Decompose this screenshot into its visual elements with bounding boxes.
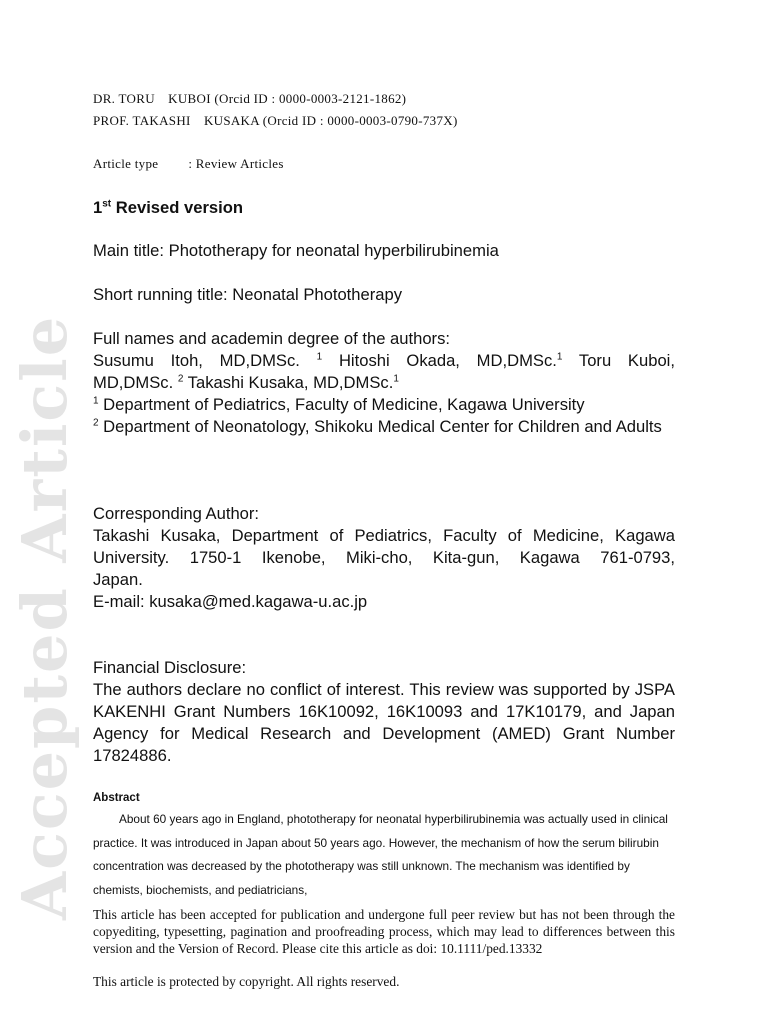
financial-disclosure-section bbox=[93, 657, 675, 767]
article-type-value: : Review Articles bbox=[188, 156, 284, 171]
author-orcid-line-kusaka: PROF. TAKASHI KUSAKA (Orcid ID : 0000-0003-0790-737X) bbox=[93, 113, 458, 128]
copyright-notice: This article is protected by copyright. All rights reserved. bbox=[93, 974, 400, 989]
authors-heading: Full names and academin degree of the authors: bbox=[93, 329, 450, 348]
corresponding-heading: Corresponding Author: bbox=[93, 504, 260, 523]
corresponding-line-3: Japan. bbox=[93, 570, 143, 589]
financial-text: The authors declare no conflict of interest. This review was supported by JSPA KAKENHI Grant Numbers 16K10092, 16K10093 and 17K10179, and Japan Agency for Medical Research and Development (AMED) Grant Number 17824886. bbox=[93, 680, 675, 765]
corresponding-line-2: University. 1750-1 Ikenobe, Miki-cho, Kita-gun, Kagawa 761-0793, bbox=[93, 548, 675, 567]
affiliation-1: $^1$ Department of Pediatrics, Faculty of Medicine, Kagawa University bbox=[93, 395, 585, 414]
abstract-heading: Abstract bbox=[93, 792, 140, 804]
authors-section bbox=[93, 328, 675, 438]
affiliation-2: $^2$ Department of Neonatology, Shikoku Medical Center for Children and Adults bbox=[93, 417, 662, 436]
corresponding-author-section bbox=[93, 503, 675, 613]
accepted-article-watermark: Accepted Article bbox=[8, 314, 81, 920]
authors-line-1: Susumu Itoh, MD,DMSc. $^1$ Hitoshi Okada, MD,DMSc.$^1$ Toru Kuboi, bbox=[93, 351, 675, 370]
article-type-row bbox=[93, 156, 284, 172]
main-title: Main title: Phototherapy for neonatal hyperbilirubinemia bbox=[93, 241, 499, 260]
revision-heading: 1st Revised version bbox=[93, 198, 244, 217]
author-orcid-line-kuboi: DR. TORU KUBOI (Orcid ID : 0000-0003-2121-1862) bbox=[93, 91, 407, 106]
authors-line-2: MD,DMSc. $^2$ Takashi Kusaka, MD,DMSc.$^1$ bbox=[93, 373, 399, 392]
abstract-text: About 60 years ago in England, phototherapy for neonatal hyperbilirubinemia was actually used in clinical practice. It was introduced in Japan about 50 years ago. However, the mechanism of how the serum bilirubin concentration was decreased by the phototherapy was still unknown. The mechanism was identified by chemists, biochemists, and pediatricians, bbox=[93, 812, 668, 897]
article-type-label: Article type bbox=[93, 156, 159, 171]
acceptance-notice: This article has been accepted for publication and undergone full peer review but has not been through the copyediting, typesetting, pagination and proofreading process, which may lead to differences between this version and the Version of Record. Please cite this article as doi: 10.1111/ped.13332 bbox=[93, 907, 675, 956]
corresponding-line-1: Takashi Kusaka, Department of Pediatrics, Faculty of Medicine, Kagawa bbox=[93, 526, 675, 545]
corresponding-email: E-mail: kusaka@med.kagawa-u.ac.jp bbox=[93, 592, 368, 611]
financial-heading: Financial Disclosure: bbox=[93, 658, 247, 677]
short-running-title: Short running title: Neonatal Phototherapy bbox=[93, 285, 403, 304]
